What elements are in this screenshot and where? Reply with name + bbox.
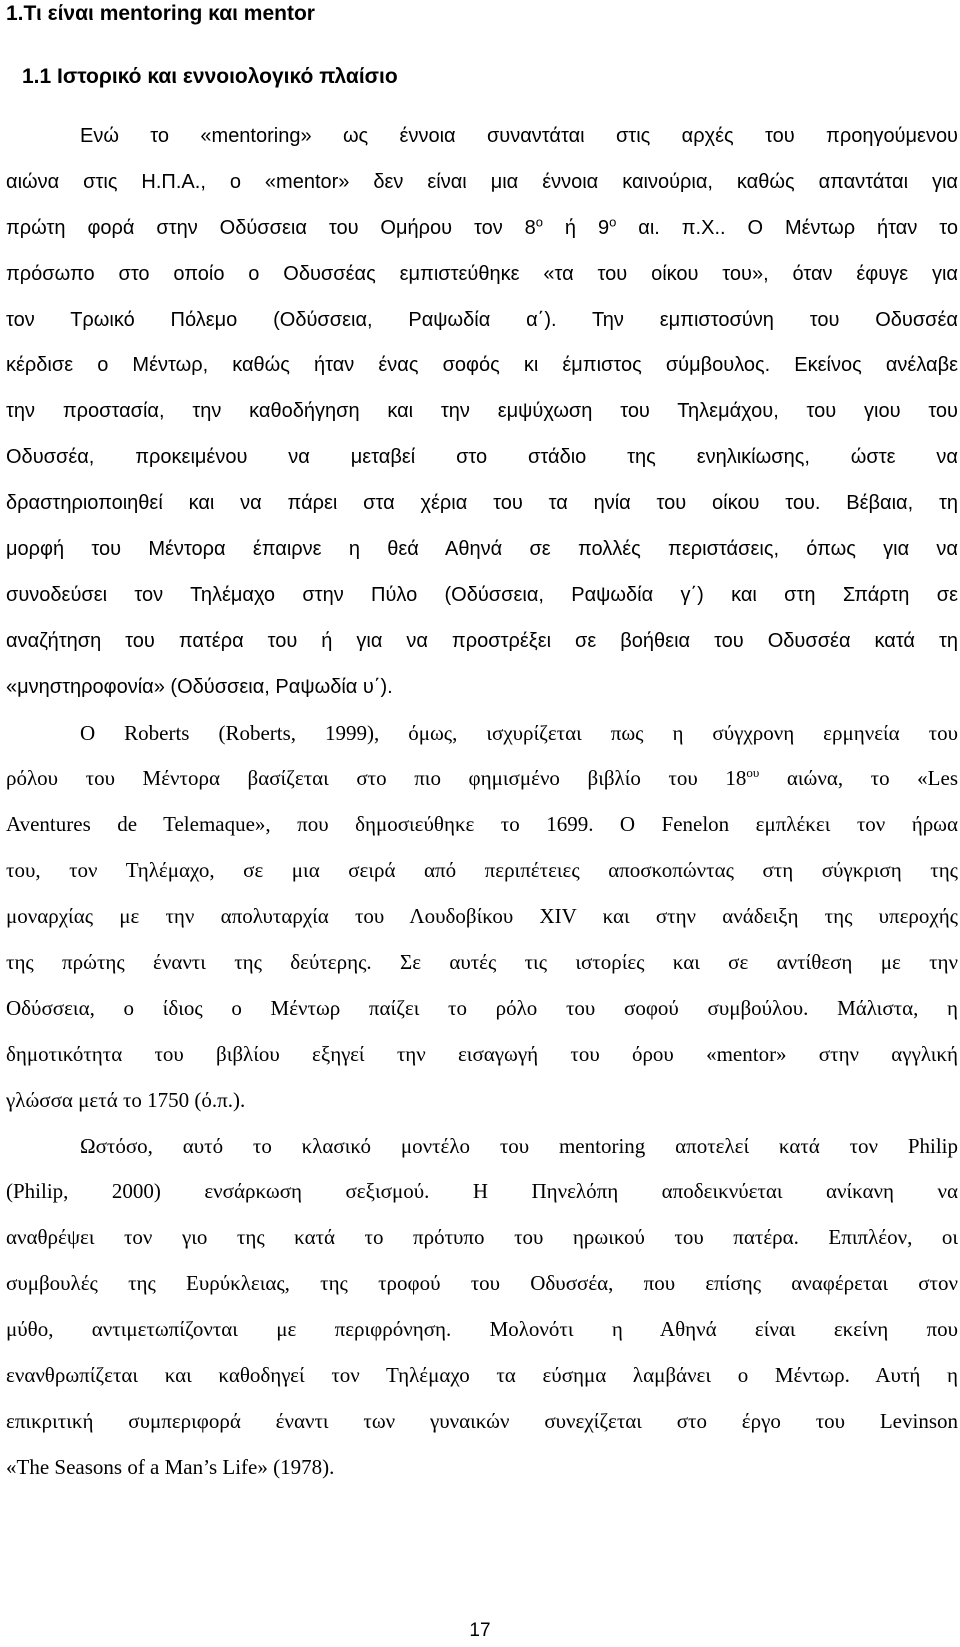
text-line: Οδυσσέα, προκειμένου να μεταβεί στο στάδιο της ενηλικίωσης, ώστε να [6, 446, 958, 469]
text-span: αιώνα, το «Les [759, 766, 959, 791]
paragraph-1 [6, 114, 958, 711]
subsection-heading: 1.1 Ιστορικό και εννοιολογικό πλαίσιο [22, 65, 398, 88]
text-line [6, 206, 958, 252]
superscript: ο [609, 214, 617, 230]
text-line: αναθρέψει τον γιο της κατά το πρότυπο του ηρωικού του πατέρα. Επιπλέον, οι [6, 1225, 958, 1250]
text-line: γλώσσα μετά το 1750 (ό.π.). [6, 1087, 246, 1112]
text-line: Οδύσσεια, ο ίδιος ο Μέντωρ παίζει το ρόλο του σοφού συμβούλου. Μάλιστα, η [6, 995, 958, 1020]
text-line: κέρδισε ο Μέντωρ, καθώς ήταν ένας σοφός κι έμπιστος σύμβουλος. Εκείνος ανέλαβε [6, 354, 958, 377]
text-line: (Philip, 2000) ενσάρκωση σεξισμού. Η Πηνελόπη αποδεικνύεται ανίκανη να [6, 1179, 958, 1204]
superscript: ου [746, 765, 760, 781]
text-line: «The Seasons of a Man’s Life» (1978). [6, 1454, 335, 1479]
text-line: πρόσωπο στο οποίο ο Οδυσσέας εμπιστεύθηκε «τα του οίκου του», όταν έφυγε για [6, 262, 958, 285]
text-line: αναζήτηση του πατέρα του ή για να προστρέξει σε βοήθεια του Οδυσσέα κατά τη [6, 629, 958, 652]
text-line: Ο Roberts (Roberts, 1999), όμως, ισχυρίζεται πως η σύγχρονη ερμηνεία του [80, 720, 958, 745]
text-line: «μνηστηροφονία» (Οδύσσεια, Ραψωδία υ΄). [6, 675, 393, 698]
paragraph-3 [6, 1124, 958, 1491]
text-line [6, 756, 958, 802]
text-span: ρόλου του Μέντορα βασίζεται στο πιο φημισμένο βιβλίο του 18 [6, 766, 747, 791]
text-line: Ενώ το «mentoring» ως έννοια συναντάται στις αρχές του προηγούμενου [80, 125, 958, 147]
text-line: μύθο, αντιμετωπίζονται με περιφρόνηση. Μολονότι η Αθηνά είναι εκείνη που [6, 1317, 958, 1342]
text-line: Aventures de Telemaque», που δημοσιεύθηκε το 1699. Ο Fenelon εμπλέκει τον ήρωα [6, 812, 958, 837]
page-number: 17 [469, 1620, 491, 1641]
superscript: ο [535, 214, 544, 230]
text-line: δημοτικότητα του βιβλίου εξηγεί την εισαγωγή του όρου «mentor» στην αγγλική [6, 1041, 958, 1066]
paragraph-2 [6, 711, 958, 1124]
text-line: Ωστόσο, αυτό το κλασικό μοντέλο του mentoring αποτελεί κατά τον Philip [80, 1133, 958, 1158]
text-line: αιώνα στις Η.Π.Α., ο «mentor» δεν είναι μια έννοια καινούρια, καθώς απαντάται για [6, 170, 958, 193]
text-line: ενανθρωπίζεται και καθοδηγεί τον Τηλέμαχο τα εύσημα λαμβάνει ο Μέντωρ. Αυτή η [6, 1363, 958, 1388]
text-line: συνοδεύσει τον Τηλέμαχο στην Πύλο (Οδύσσεια, Ραψωδία γ΄) και στη Σπάρτη σε [6, 583, 958, 606]
text-line: την προστασία, την καθοδήγηση και την εμψύχωση του Τηλεμάχου, του γιου του [6, 400, 958, 423]
text-line: μοναρχίας με την απολυταρχία του Λουδοβίκου XIV και στην ανάδειξη της υπεροχής [6, 904, 958, 929]
text-span: αι. π.Χ.. Ο Μέντωρ ήταν το [616, 216, 959, 239]
text-line: επικριτική συμπεριφορά έναντι των γυναικών συνεχίζεται στο έργο του Levinson [6, 1408, 958, 1433]
section-heading: 1.Τι είναι mentoring και mentor [6, 2, 315, 25]
text-span: πρώτη φορά στην Οδύσσεια του Ομήρου τον 8 [6, 216, 536, 239]
body-text [6, 114, 958, 1491]
text-line: της πρώτης έναντι της δεύτερης. Σε αυτές τις ιστορίες και σε αντίθεση με την [6, 950, 958, 975]
text-line: συμβουλές της Ευρύκλειας, της τροφού του Οδυσσέα, που επίσης αναφέρεται στον [6, 1271, 958, 1296]
text-line: τον Τρωικό Πόλεμο (Οδύσσεια, Ραψωδία α΄). Την εμπιστοσύνη του Οδυσσέα [6, 308, 958, 331]
text-line: μορφή του Μέντορα έπαιρνε η θεά Αθηνά σε πολλές περιστάσεις, όπως για να [6, 538, 958, 561]
text-line: δραστηριοποιηθεί και να πάρει στα χέρια του τα ηνία του οίκου του. Βέβαια, τη [6, 492, 958, 515]
text-line: του, τον Τηλέμαχο, σε μια σειρά από περιπέτειες αποσκοπώντας στη σύγκριση της [6, 858, 958, 883]
text-span: ή 9 [543, 216, 610, 239]
